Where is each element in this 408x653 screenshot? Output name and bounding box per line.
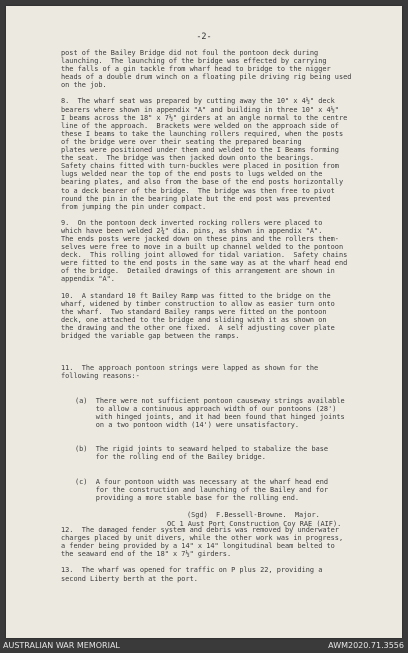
- document-page: [6, 6, 402, 638]
- paragraph-7-continued: post of the Bailey Bridge did not foul the pontoon deck during launching. The launching of the bridge was effected by carrying the falls of a gin tackle from wharf head to bridge to the nigger heads of a double drum winch on a floating pile driving rig being used on the job.: [61, 49, 352, 90]
- paragraph-13: 13. The wharf was opened for traffic on P plus 22, providing a second Liberty berth at the port.: [61, 566, 323, 583]
- footer-accession-number: AWM2020.71.3556: [328, 641, 404, 650]
- paragraph-8: 8. The wharf seat was prepared by cutting away the 10" x 4½" deck bearers where shown in appendix "A" and building in three 10" x 4½" I beams across the 18" x 7½" girders at an angle normal to the centre line of the approach. Brackets were welded on the approach side of these I beams to take the launching rollers required, when the posts of the bridge were over their seating the prepared bearing plates were positioned under them and welded to the I Beams forming the seat. The bridge was then jacked down onto the bearings. Safety chains fitted with turn-buckles were placed in position from lugs welded near the top of the end posts to lugs welded on the bearing plates, and also from the base of the end posts horizontally to a deck bearer of the bridge. The bridge was then free to pivot round the pin in the bearing plate but the end post was prevented from jumping the pin under compact.: [61, 97, 348, 211]
- signature-unit: OC 1 Aust Port Construction Coy RAE (AIF).: [167, 520, 342, 528]
- paragraph-11-item-c: (c) A four pontoon width was necessary at the wharf head end for the construction and launching of the Bailey and for providing a more stable base for the rolling end.: [75, 477, 329, 502]
- document-body: [61, 49, 391, 591]
- paragraph-11-item-b: (b) The rigid joints to seaward helped to stabalize the base for the rolling end of the Bailey bridge.: [75, 445, 329, 462]
- paragraph-12: 12. The damaged fender system and debris was removed by underwater charges placed by unit divers, while the other work was in progress, a fender being provided by a 14" x 14" longitudinal beam belted to the seaward end of the 18" x 7½" girders.: [61, 526, 344, 559]
- signature-name: (Sgd) F.Bessell-Browne. Major.: [187, 511, 320, 519]
- paragraph-11: [61, 348, 391, 518]
- paragraph-11-intro: 11. The approach pontoon strings were lapped as shown for the following reasons:-: [61, 364, 319, 381]
- paragraph-9: 9. On the pontoon deck inverted rocking rollers were placed to which have been welded 2¾" dia. pins, as shown in appendix "A". The ends posts were jacked down on these pins and the rollers them- selves were free to move in a built up channel welded to the pontoon deck. This rolling joint allowed for tidal variation. Safety chains were fitted to the end posts in the same way as at the wharf head end of the bridge. Detailed drawings of this arrangement are shown in appendix "A".: [61, 218, 348, 284]
- paragraph-10: 10. A standard 10 ft Bailey Ramp was fitted to the bridge on the wharf, widened by timber construction to allow as easier turn onto the wharf. Two standard Bailey ramps were fitted on the pontoon deck, one attached to the bridge and sliding with it as shown on the drawing and the other one fixed. A self adjusting cover plate bridged the variable gap between the ramps.: [61, 291, 335, 340]
- footer-bar: [0, 640, 408, 653]
- signature-block: [167, 511, 402, 529]
- page-number: -2-: [196, 32, 212, 42]
- footer-institution: AUSTRALIAN WAR MEMORIAL: [3, 641, 120, 650]
- paragraph-11-item-a: (a) There were not sufficient pontoon causeway strings available to allow a continuous approach width of our pontoons (28') with hinged joints, and it had been found that hinged joints on a two pontoon width (14') were unsatisfactory.: [75, 396, 345, 429]
